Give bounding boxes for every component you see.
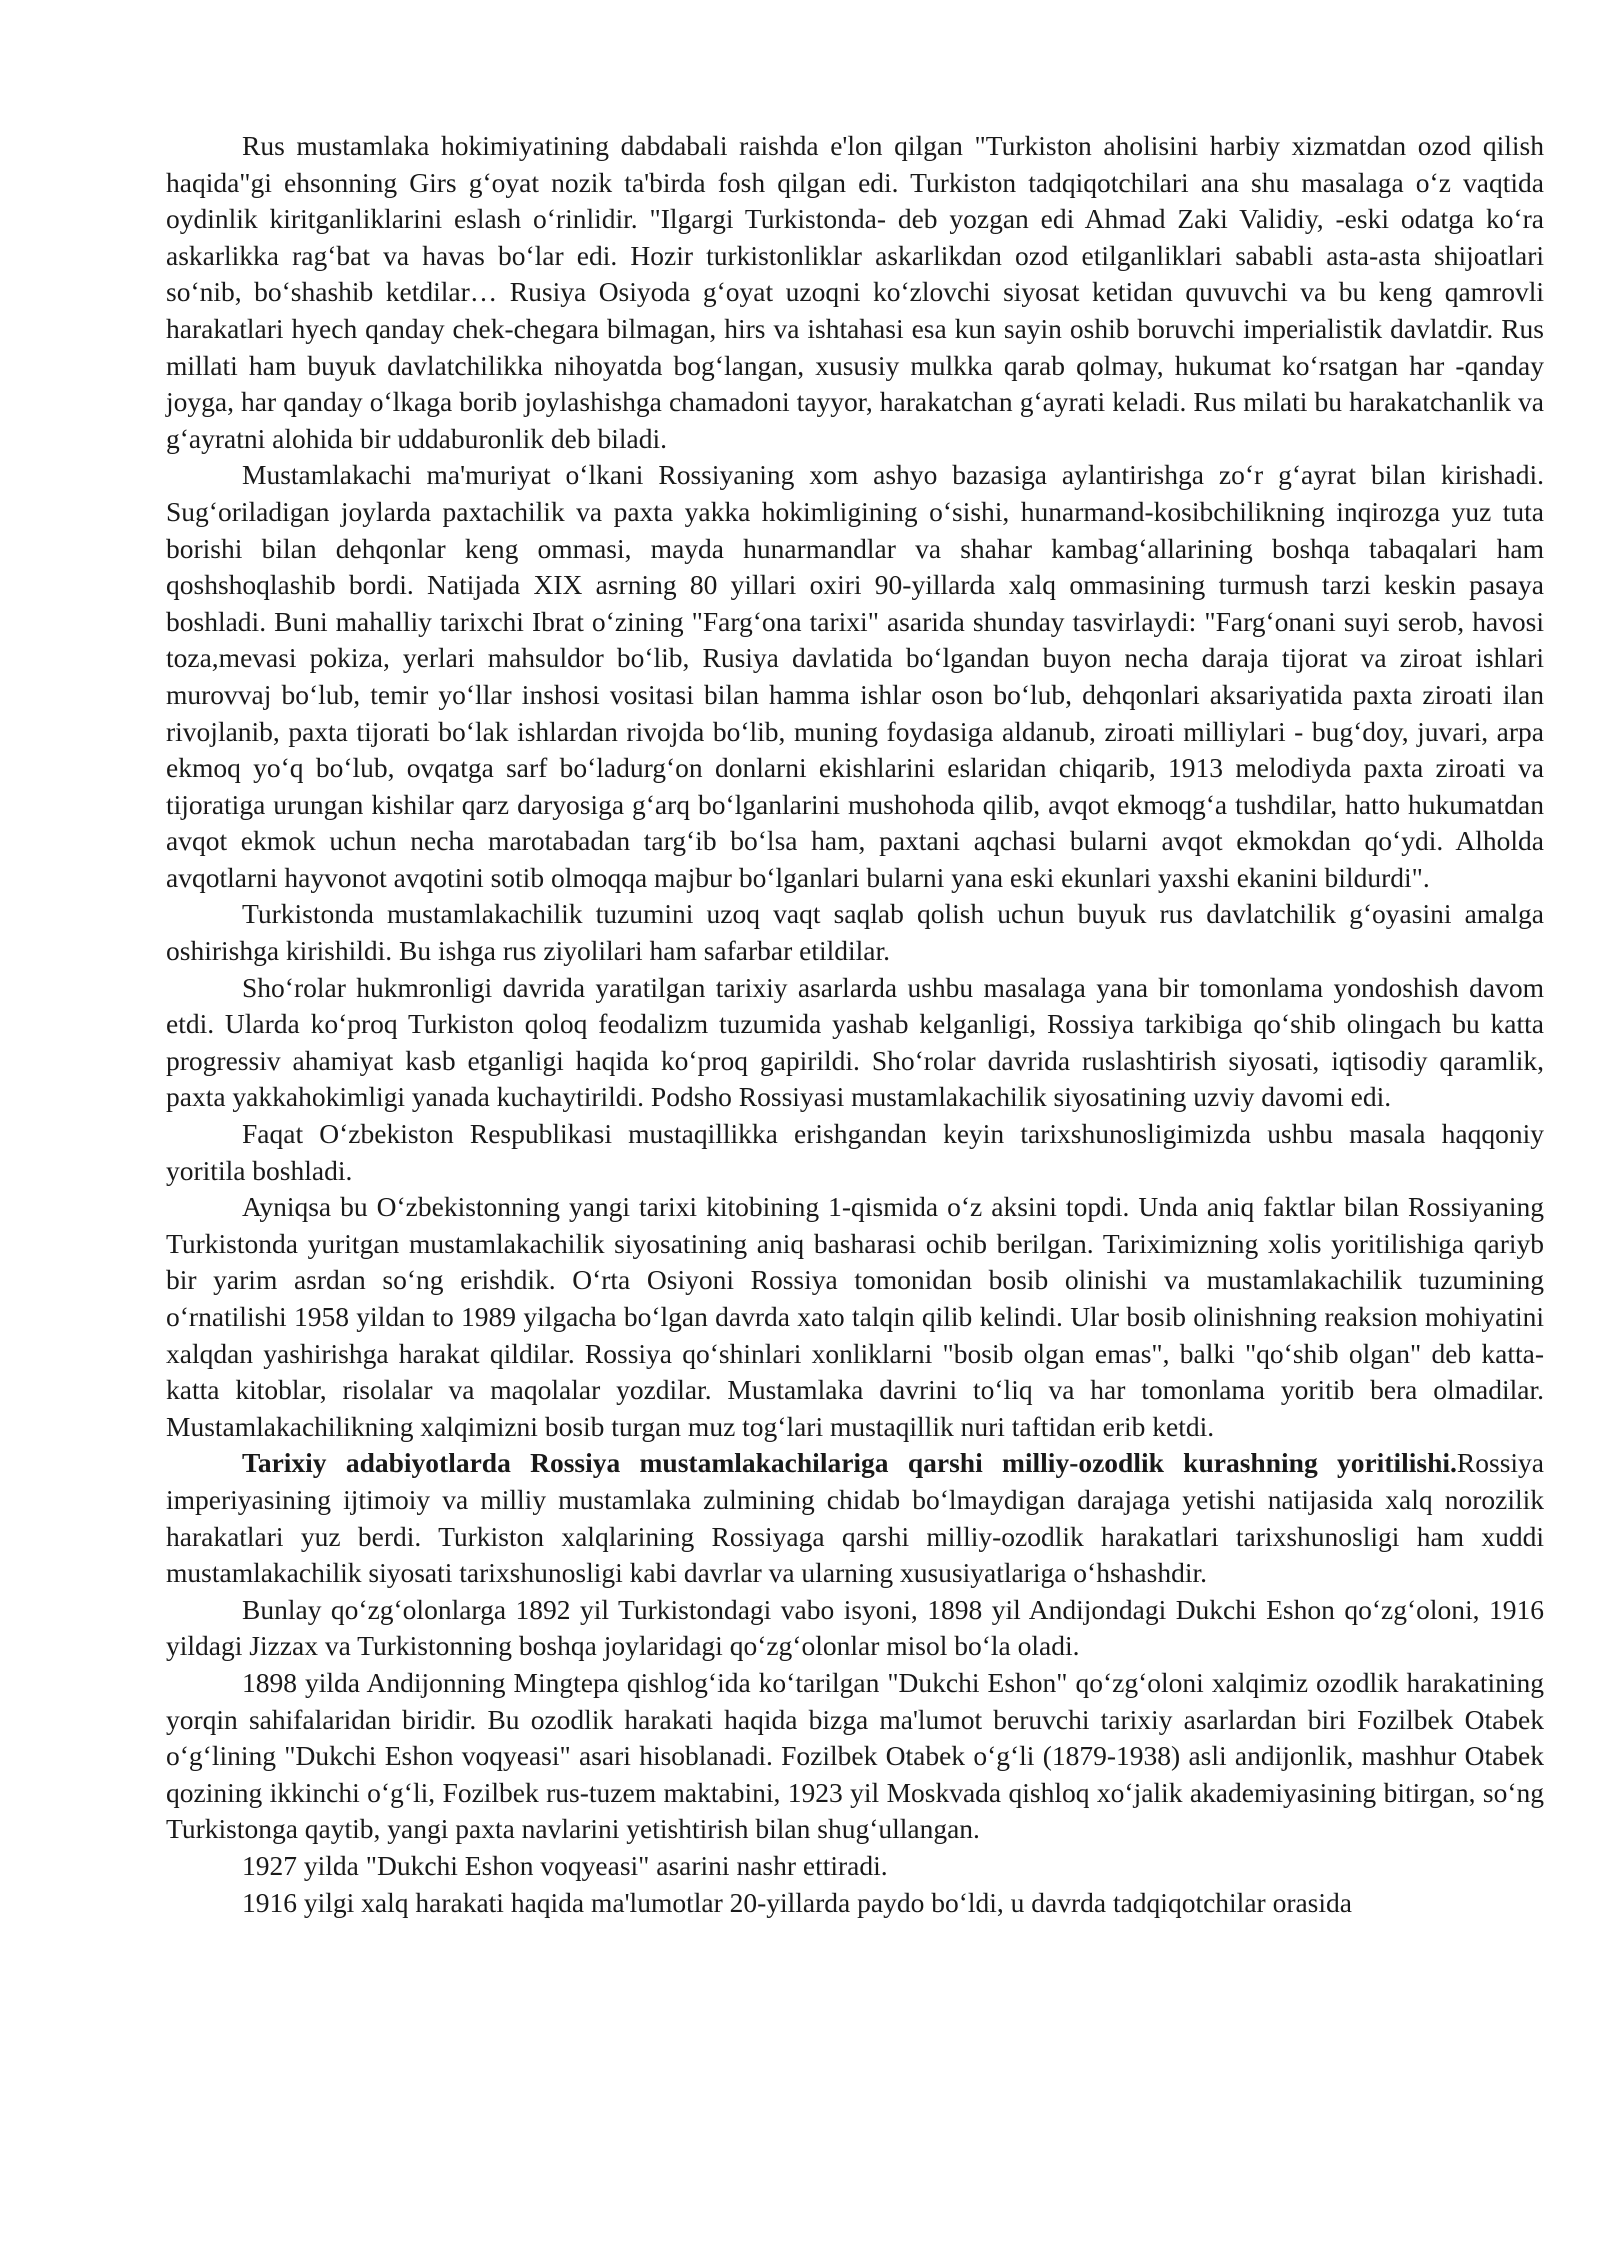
paragraph-girs-edict: Rus mustamlaka hokimiyatining dabdabali raishda e'lon qilgan "Turkiston aholisini harbiy xizmatdan ozod qilish haqida"gi ehsonning Girs gʻoyat nozik ta'birda fosh qilgan edi. Turkiston tadqiqotchilari ana shu masalaga oʻz vaqtida oydinlik kiritganliklarini eslash oʻrinlidir. "Ilgargi Turkistonda- deb yozgan edi Ahmad Zaki Validiy, -eski odatga koʻra askarlikka ragʻbat va havas boʻlar edi. Hozir turkistonliklar askarlikdan ozod etilganliklari sababli asta-asta shijoatlari soʻnib, boʻshashib ketdilar… Rusiya Osiyoda gʻoyat uzoqni koʻzlovchi siyosat ketidan quvuvchi va bu keng qamrovli harakatlari hyech qanday chek-chegara bilmagan, hirs va ishtahasi esa kun sayin oshib boruvchi imperialistik davlatdir. Rus millati ham buyuk davlatchilikka nihoyatda bogʻlangan, xususiy mulkka qarab qolmay, hukumat koʻrsatgan har -qanday joyga, har qanday oʻlkaga borib joylashishga chamadoni tayyor, harakatchan gʻayrati keladi. Rus milati bu harakatchanlik va gʻayratni alohida bir uddaburonlik deb biladi. xyxy=(166,130,1544,454)
section-paragraph-text: Rossiya imperiyasining ijtimoiy va milliy mustamlaka zulmining chidab boʻlmaydigan darajaga yetishi natijasida xalq norozilik harakatlari yuz berdi. Turkiston xalqlarining Rossiyaga qarshi milliy-ozodlik harakatlari tarixshunosligi ham xuddi mustamlakachilik siyosati tarixshunosligi kabi davrlar va ularning xususiyatlariga oʻhshashdir. xyxy=(166,1447,1544,1589)
paragraph-great-russian-idea: Turkistonda mustamlakachilik tuzumini uzoq vaqt saqlab qolish uchun buyuk rus davlatchilik gʻoyasini amalga oshirishga kirishildi. Bu ishga rus ziyolilari ham safarbar etildilar. xyxy=(166,898,1544,967)
paragraph-independence: Faqat Oʻzbekiston Respublikasi mustaqillikka erishgandan keyin tarixshunosligimizda ushbu masala haqqoniy yoritila boshladi. xyxy=(166,1118,1544,1186)
paragraph-uprisings-list: Bunlay qoʻzgʻolonlarga 1892 yil Turkistondagi vabo isyoni, 1898 yil Andijondagi Dukchi Eshon qoʻzgʻoloni, 1916 yildagi Jizzax va Turkistonning boshqa joylaridagi qoʻzgʻolonlar misol boʻla oladi. xyxy=(166,1593,1544,1662)
paragraph-1927-publication: 1927 yilda "Dukchi Eshon voqyeasi" asarini nashr ettiradi. xyxy=(242,1849,888,1881)
paragraph-new-history-book: Ayniqsa bu Oʻzbekistonning yangi tarixi kitobining 1-qismida oʻz aksini topdi. Unda aniq faktlar bilan Rossiyaning Turkistonda yuritgan mustamlakachilik siyosatining aniq basharasi ochib berilgan. Tariximizning xolis yoritilishiga qariyb bir yarim asrdan soʻng erishdik. Oʻrta Osiyoni Rossiya tomonidan bosib olinishi va mustamlakachilik tuzumining oʻrnatilishi 1958 yildan to 1989 yilgacha boʻlgan davrda xato talqin qilib kelindi. Ular bosib olinishning reaksion mohiyatini xalqdan yashirishga harakat qildilar. Rossiya qoʻshinlari xonliklarni "bosib olgan emas", balki "qoʻshib olgan" deb katta-katta kitoblar, risolalar va maqolalar yozdilar. Mustamlaka davrini toʻliq va har tomonlama yoritib bera olmadilar. Mustamlakachilikning xalqimizni bosib turgan muz togʻlari mustaqillik nuri taftidan erib ketdi. xyxy=(166,1191,1544,1442)
paragraph-1916-movement: 1916 yilgi xalq harakati haqida ma'lumotlar 20-yillarda paydo boʻldi, u davrda tadqiqotchilar orasida xyxy=(242,1886,1352,1918)
paragraph-soviet-historiography: Shoʻrolar hukmronligi davrida yaratilgan tarixiy asarlarda ushbu masalaga yana bir tomonlama yondoshish davom etdi. Ularda koʻproq Turkiston qoloq feodalizm tuzumida yashab kelganligi, Rossiya tarkibiga qoʻshib olingach bu katta progressiv ahamiyat kasb etganligi haqida koʻproq gapirildi. Shoʻrolar davrida ruslashtirish siyosati, iqtisodiy qaramlik, paxta yakkahokimligi yanada kuchaytirildi. Podsho Rossiyasi mustamlakachilik siyosatining uzviy davomi edi. xyxy=(166,971,1544,1113)
section-heading: Tarixiy adabiyotlarda Rossiya mustamlakachilariga qarshi milliy-ozodlik kurashning yoritilishi. xyxy=(242,1447,1457,1479)
document-page xyxy=(166,128,1544,1921)
paragraph-section-start xyxy=(166,1445,1544,1591)
paragraph-raw-material-base: Mustamlakachi ma'muriyat oʻlkani Rossiyaning xom ashyo bazasiga aylantirishga zoʻr gʻayrat bilan kirishadi. Sugʻoriladigan joylarda paxtachilik va paxta yakka hokimligining oʻsishi, hunarmand-kosibchilikning inqirozga yuz tuta borishi bilan dehqonlar keng ommasi, mayda hunarmandlar va shahar kambagʻallarining boshqa tabaqalari ham qoshshoqlashib bordi. Natijada XIX asrning 80 yillari oxiri 90-yillarda xalq ommasining turmush tarzi keskin pasaya boshladi. Buni mahalliy tarixchi Ibrat oʻzining "Fargʻona tarixi" asarida shunday tasvirlaydi: "Fargʻonani suyi serob, havosi toza,mevasi pokiza, yerlari mahsuldor boʻlib, Rusiya davlatida boʻlgandan buyon necha daraja tijorat va ziroat ishlari murovvaj boʻlub, temir yoʻllar inshosi vositasi bilan hamma ishlar oson boʻlub, dehqonlari aksariyatida paxta ziroati ilan rivojlanib, paxta tijorati boʻlak ishlardan rivojda boʻlib, muning foydasiga aldanub, ziroati milliylari - bugʻdoy, juvari, arpa ekmoq yoʻq boʻlub, ovqatga sarf boʻladurgʻon donlarni ekishlarini eslaridan chiqarib, 1913 melodiyda paxta ziroati va tijoratiga urungan kishilar qarz daryosiga gʻarq boʻlganlarini mushohoda qilib, avqot ekmoqgʻa tushdilar, hatto hukumatdan avqot ekmok uchun necha marotabadan targʻib boʻlsa ham, paxtani aqchasi bularni avqot ekmokdan qoʻydi. Alholda avqotlarni hayvonot avqotini sotib olmoqqa majbur boʻlganlari bularni yana eski ekunlari yaxshi ekanini bildurdi". xyxy=(166,459,1544,893)
paragraph-dukchi-eshon: 1898 yilda Andijonning Mingtepa qishlogʻida koʻtarilgan "Dukchi Eshon" qoʻzgʻoloni xalqimiz ozodlik harakatining yorqin sahifalaridan biridir. Bu ozodlik harakati haqida bizga ma'lumot beruvchi tarixiy asarlardan biri Fozilbek Otabek oʻgʻlining "Dukchi Eshon voqyeasi" asari hisoblanadi. Fozilbek Otabek oʻgʻli (1879-1938) asli andijonlik, mashhur Otabek qozining ikkinchi oʻgʻli, Fozilbek rus-tuzem maktabini, 1923 yil Moskvada qishloq xoʻjalik akademiyasining bitirgan, soʻng Turkistonga qaytib, yangi paxta navlarini yetishtirish bilan shugʻullangan. xyxy=(166,1666,1544,1845)
